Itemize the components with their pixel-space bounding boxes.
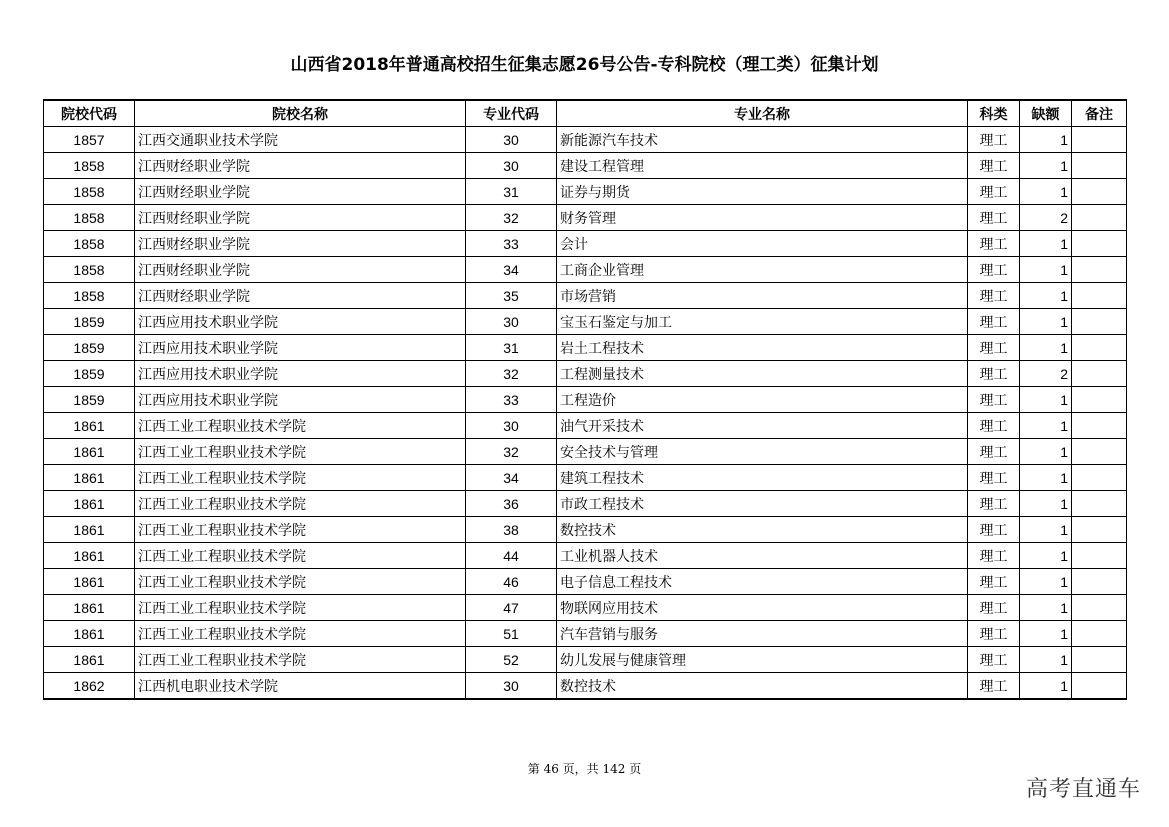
table-header-row [44, 100, 1127, 127]
table-row [44, 153, 1127, 179]
cell-major-name: 会计 [557, 231, 968, 257]
cell-category: 理工 [968, 569, 1020, 595]
table-row [44, 127, 1127, 153]
cell-category: 理工 [968, 465, 1020, 491]
cell-school-name: 江西应用技术职业学院 [135, 335, 466, 361]
cell-note [1072, 517, 1127, 543]
cell-major-name: 建筑工程技术 [557, 465, 968, 491]
cell-school-code: 1861 [44, 621, 135, 647]
cell-major-name: 数控技术 [557, 517, 968, 543]
cell-note [1072, 673, 1127, 700]
cell-major-code: 32 [466, 439, 557, 465]
cell-major-code: 52 [466, 647, 557, 673]
cell-note [1072, 179, 1127, 205]
cell-category: 理工 [968, 413, 1020, 439]
cell-note [1072, 361, 1127, 387]
cell-quota: 1 [1020, 257, 1072, 283]
cell-school-code: 1858 [44, 153, 135, 179]
cell-school-name: 江西工业工程职业技术学院 [135, 439, 466, 465]
cell-school-name: 江西工业工程职业技术学院 [135, 647, 466, 673]
cell-quota: 2 [1020, 361, 1072, 387]
cell-quota: 1 [1020, 153, 1072, 179]
cell-major-name: 工业机器人技术 [557, 543, 968, 569]
cell-major-code: 31 [466, 179, 557, 205]
cell-category: 理工 [968, 231, 1020, 257]
table-row [44, 179, 1127, 205]
enrollment-plan-table [43, 99, 1127, 700]
cell-major-name: 幼儿发展与健康管理 [557, 647, 968, 673]
cell-category: 理工 [968, 205, 1020, 231]
cell-major-code: 33 [466, 231, 557, 257]
cell-school-name: 江西工业工程职业技术学院 [135, 569, 466, 595]
page-footer: 第 46 页，共 142 页 [527, 762, 642, 776]
table-row [44, 465, 1127, 491]
cell-quota: 2 [1020, 205, 1072, 231]
cell-note [1072, 465, 1127, 491]
cell-major-code: 32 [466, 205, 557, 231]
cell-major-code: 30 [466, 153, 557, 179]
cell-major-name: 物联网应用技术 [557, 595, 968, 621]
table-row [44, 283, 1127, 309]
table-row [44, 647, 1127, 673]
cell-major-name: 电子信息工程技术 [557, 569, 968, 595]
cell-quota: 1 [1020, 387, 1072, 413]
cell-category: 理工 [968, 387, 1020, 413]
cell-school-name: 江西财经职业学院 [135, 205, 466, 231]
table-row [44, 257, 1127, 283]
cell-note [1072, 413, 1127, 439]
cell-school-code: 1858 [44, 257, 135, 283]
cell-major-code: 30 [466, 413, 557, 439]
cell-major-name: 新能源汽车技术 [557, 127, 968, 153]
cell-school-name: 江西应用技术职业学院 [135, 361, 466, 387]
cell-category: 理工 [968, 621, 1020, 647]
cell-major-code: 46 [466, 569, 557, 595]
cell-note [1072, 569, 1127, 595]
cell-school-name: 江西工业工程职业技术学院 [135, 517, 466, 543]
cell-category: 理工 [968, 335, 1020, 361]
cell-major-code: 30 [466, 309, 557, 335]
cell-quota: 1 [1020, 179, 1072, 205]
header-major-code: 专业代码 [466, 100, 557, 127]
cell-school-name: 江西机电职业技术学院 [135, 673, 466, 700]
cell-major-name: 市场营销 [557, 283, 968, 309]
header-school-code: 院校代码 [44, 100, 135, 127]
cell-category: 理工 [968, 543, 1020, 569]
cell-note [1072, 257, 1127, 283]
cell-note [1072, 621, 1127, 647]
cell-school-name: 江西应用技术职业学院 [135, 309, 466, 335]
cell-major-code: 30 [466, 673, 557, 700]
cell-category: 理工 [968, 309, 1020, 335]
cell-quota: 1 [1020, 127, 1072, 153]
cell-school-name: 江西工业工程职业技术学院 [135, 413, 466, 439]
cell-school-code: 1861 [44, 647, 135, 673]
table-body [44, 127, 1127, 700]
table-row [44, 621, 1127, 647]
cell-school-name: 江西财经职业学院 [135, 257, 466, 283]
cell-school-code: 1861 [44, 465, 135, 491]
cell-school-name: 江西交通职业技术学院 [135, 127, 466, 153]
cell-school-code: 1858 [44, 283, 135, 309]
cell-major-code: 30 [466, 127, 557, 153]
cell-quota: 1 [1020, 647, 1072, 673]
cell-note [1072, 543, 1127, 569]
cell-school-name: 江西工业工程职业技术学院 [135, 621, 466, 647]
cell-category: 理工 [968, 179, 1020, 205]
cell-major-name: 数控技术 [557, 673, 968, 700]
cell-quota: 1 [1020, 569, 1072, 595]
cell-note [1072, 647, 1127, 673]
cell-school-code: 1858 [44, 231, 135, 257]
cell-note [1072, 127, 1127, 153]
cell-major-name: 工商企业管理 [557, 257, 968, 283]
cell-school-code: 1858 [44, 179, 135, 205]
cell-note [1072, 153, 1127, 179]
watermark-logo: 高考直通车 [1025, 777, 1141, 802]
cell-quota: 1 [1020, 231, 1072, 257]
cell-school-name: 江西应用技术职业学院 [135, 387, 466, 413]
table-row [44, 543, 1127, 569]
cell-category: 理工 [968, 257, 1020, 283]
cell-school-name: 江西财经职业学院 [135, 179, 466, 205]
cell-category: 理工 [968, 491, 1020, 517]
header-school-name: 院校名称 [135, 100, 466, 127]
cell-category: 理工 [968, 361, 1020, 387]
cell-major-code: 47 [466, 595, 557, 621]
cell-major-name: 工程造价 [557, 387, 968, 413]
cell-school-code: 1862 [44, 673, 135, 700]
cell-major-code: 38 [466, 517, 557, 543]
cell-school-name: 江西财经职业学院 [135, 283, 466, 309]
cell-school-name: 江西工业工程职业技术学院 [135, 465, 466, 491]
cell-note [1072, 595, 1127, 621]
table-row [44, 595, 1127, 621]
cell-major-name: 建设工程管理 [557, 153, 968, 179]
cell-school-name: 江西工业工程职业技术学院 [135, 543, 466, 569]
table-row [44, 231, 1127, 257]
cell-category: 理工 [968, 673, 1020, 700]
cell-category: 理工 [968, 439, 1020, 465]
table-row [44, 569, 1127, 595]
header-category: 科类 [968, 100, 1020, 127]
table-row [44, 439, 1127, 465]
cell-quota: 1 [1020, 595, 1072, 621]
table-row [44, 517, 1127, 543]
cell-major-code: 34 [466, 257, 557, 283]
cell-category: 理工 [968, 153, 1020, 179]
cell-major-code: 31 [466, 335, 557, 361]
cell-major-name: 油气开采技术 [557, 413, 968, 439]
cell-note [1072, 439, 1127, 465]
cell-note [1072, 283, 1127, 309]
cell-major-code: 44 [466, 543, 557, 569]
cell-quota: 1 [1020, 283, 1072, 309]
cell-school-name: 江西财经职业学院 [135, 153, 466, 179]
table-row [44, 361, 1127, 387]
cell-school-code: 1861 [44, 543, 135, 569]
cell-major-code: 34 [466, 465, 557, 491]
cell-school-code: 1861 [44, 595, 135, 621]
cell-school-code: 1857 [44, 127, 135, 153]
table-row [44, 335, 1127, 361]
cell-quota: 1 [1020, 413, 1072, 439]
cell-major-code: 33 [466, 387, 557, 413]
cell-major-name: 岩土工程技术 [557, 335, 968, 361]
table-row [44, 309, 1127, 335]
cell-school-code: 1859 [44, 361, 135, 387]
cell-school-code: 1861 [44, 413, 135, 439]
cell-note [1072, 231, 1127, 257]
header-note: 备注 [1072, 100, 1127, 127]
cell-quota: 1 [1020, 673, 1072, 700]
cell-category: 理工 [968, 517, 1020, 543]
cell-school-name: 江西工业工程职业技术学院 [135, 491, 466, 517]
cell-school-code: 1858 [44, 205, 135, 231]
cell-quota: 1 [1020, 517, 1072, 543]
cell-major-name: 工程测量技术 [557, 361, 968, 387]
cell-category: 理工 [968, 283, 1020, 309]
cell-major-name: 安全技术与管理 [557, 439, 968, 465]
cell-major-name: 汽车营销与服务 [557, 621, 968, 647]
cell-school-code: 1859 [44, 335, 135, 361]
cell-category: 理工 [968, 647, 1020, 673]
header-major-name: 专业名称 [557, 100, 968, 127]
cell-note [1072, 205, 1127, 231]
cell-quota: 1 [1020, 491, 1072, 517]
cell-quota: 1 [1020, 309, 1072, 335]
table-row [44, 205, 1127, 231]
table-row [44, 413, 1127, 439]
cell-school-code: 1859 [44, 309, 135, 335]
cell-major-name: 市政工程技术 [557, 491, 968, 517]
cell-quota: 1 [1020, 465, 1072, 491]
page-title: 山西省2018年普通高校招生征集志愿26号公告-专科院校（理工类）征集计划 [290, 55, 879, 75]
cell-note [1072, 309, 1127, 335]
header-quota: 缺额 [1020, 100, 1072, 127]
cell-note [1072, 387, 1127, 413]
cell-school-code: 1859 [44, 387, 135, 413]
cell-school-name: 江西财经职业学院 [135, 231, 466, 257]
cell-major-code: 36 [466, 491, 557, 517]
cell-quota: 1 [1020, 335, 1072, 361]
cell-category: 理工 [968, 127, 1020, 153]
cell-quota: 1 [1020, 543, 1072, 569]
table-row [44, 387, 1127, 413]
cell-note [1072, 335, 1127, 361]
cell-major-code: 51 [466, 621, 557, 647]
table-row [44, 491, 1127, 517]
cell-major-code: 35 [466, 283, 557, 309]
cell-quota: 1 [1020, 621, 1072, 647]
cell-school-name: 江西工业工程职业技术学院 [135, 595, 466, 621]
cell-category: 理工 [968, 595, 1020, 621]
cell-school-code: 1861 [44, 517, 135, 543]
cell-quota: 1 [1020, 439, 1072, 465]
cell-major-name: 宝玉石鉴定与加工 [557, 309, 968, 335]
cell-school-code: 1861 [44, 569, 135, 595]
cell-note [1072, 491, 1127, 517]
cell-school-code: 1861 [44, 439, 135, 465]
cell-major-name: 财务管理 [557, 205, 968, 231]
cell-major-code: 32 [466, 361, 557, 387]
table-row [44, 673, 1127, 700]
cell-school-code: 1861 [44, 491, 135, 517]
cell-major-name: 证券与期货 [557, 179, 968, 205]
